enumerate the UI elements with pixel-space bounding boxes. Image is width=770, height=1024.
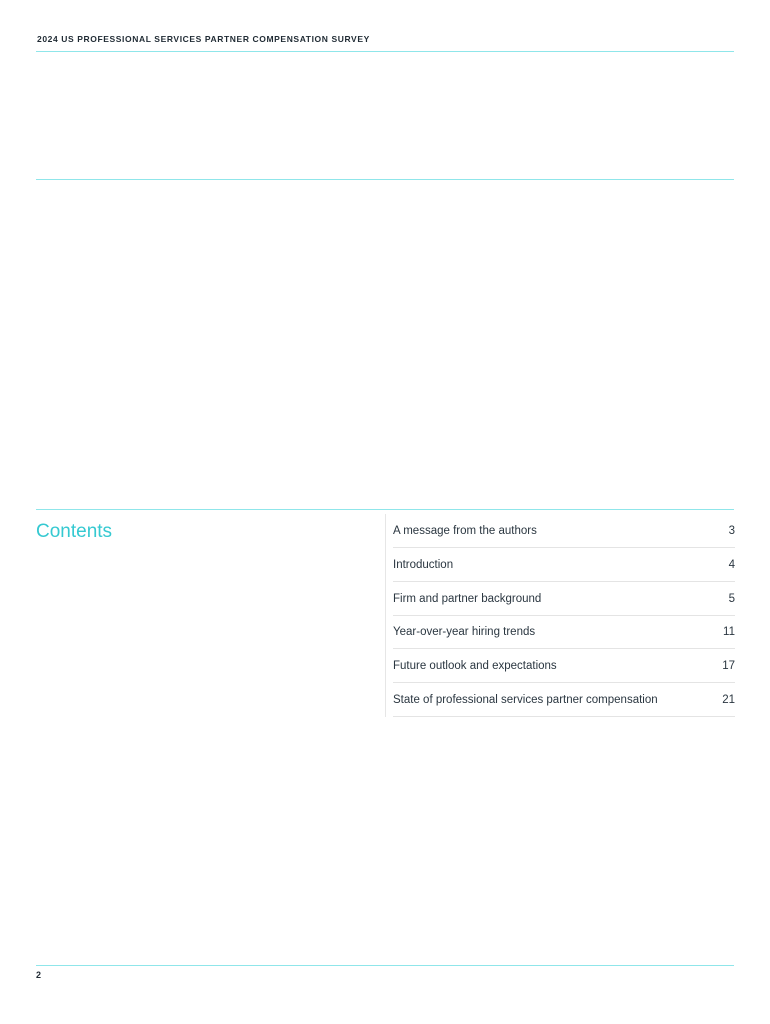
toc-entry-firm-partner-background[interactable]: [393, 582, 735, 616]
toc-entry-page: 5: [728, 592, 735, 605]
toc-entry-page: 3: [728, 524, 735, 537]
contents-divider: [36, 509, 734, 510]
toc-entry-label: State of professional services partner compensation: [393, 693, 658, 706]
document-header-title: 2024 US PROFESSIONAL SERVICES PARTNER COMPENSATION SURVEY: [37, 34, 370, 44]
toc-entry-page: 4: [728, 558, 735, 571]
page-number: 2: [36, 970, 42, 980]
footer-divider: [36, 965, 734, 966]
contents-heading: Contents: [36, 521, 113, 542]
toc-entry-page: 21: [722, 693, 735, 706]
toc-entry-page: 11: [723, 625, 735, 638]
toc-entry-hiring-trends[interactable]: [393, 615, 735, 649]
toc-entry-message-from-authors[interactable]: [393, 514, 735, 548]
header-divider: [36, 51, 734, 52]
section-divider-top: [36, 179, 734, 180]
table-of-contents: [385, 514, 735, 717]
toc-entry-label: Introduction: [393, 558, 454, 571]
toc-entry-page: 17: [722, 659, 735, 672]
toc-entry-label: Future outlook and expectations: [393, 659, 557, 672]
toc-entry-introduction[interactable]: [393, 548, 735, 582]
toc-entry-label: Year-over-year hiring trends: [393, 625, 536, 638]
toc-entry-future-outlook[interactable]: [393, 649, 735, 683]
toc-entry-state-of-compensation[interactable]: [393, 683, 735, 717]
toc-entry-label: Firm and partner background: [393, 592, 542, 605]
toc-entry-label: A message from the authors: [393, 524, 537, 537]
